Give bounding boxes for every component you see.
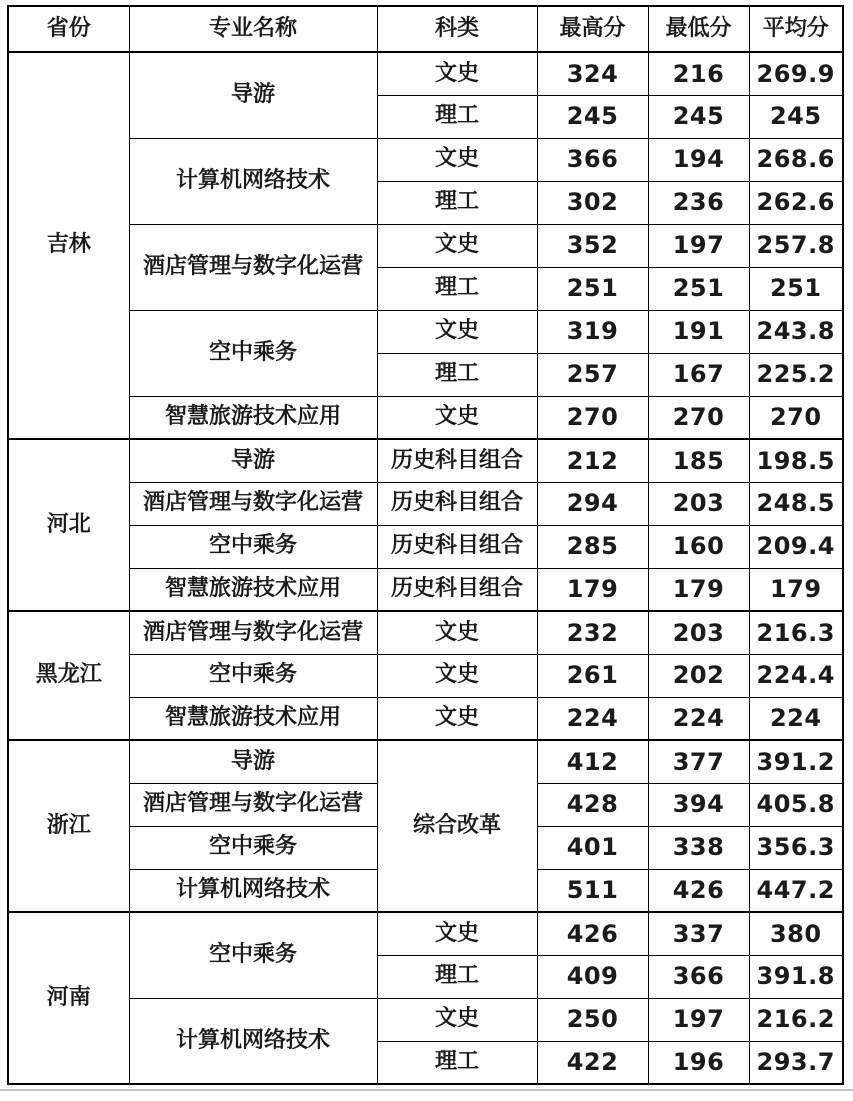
major-cell: 计算机网络技术: [129, 869, 377, 912]
major-cell: 智慧旅游技术应用: [129, 697, 377, 740]
major-cell: 空中乘务: [129, 525, 377, 568]
avg-score-cell: 198.5: [749, 439, 843, 482]
max-score-cell: 412: [537, 740, 648, 783]
avg-score-cell: 225.2: [749, 353, 843, 396]
max-score-cell: 324: [537, 52, 648, 95]
min-score-cell: 194: [648, 138, 749, 181]
max-score-cell: 428: [537, 783, 648, 826]
max-score-cell: 257: [537, 353, 648, 396]
min-score-cell: 216: [648, 52, 749, 95]
province-cell: 河北: [8, 439, 129, 611]
category-cell: 综合改革: [377, 740, 537, 912]
province-cell: 黑龙江: [8, 611, 129, 740]
min-score-cell: 337: [648, 912, 749, 955]
avg-score-cell: 248.5: [749, 482, 843, 525]
avg-score-cell: 405.8: [749, 783, 843, 826]
avg-score-cell: 391.2: [749, 740, 843, 783]
max-score-cell: 179: [537, 568, 648, 611]
avg-score-cell: 179: [749, 568, 843, 611]
category-cell: 文史: [377, 998, 537, 1041]
major-cell: 智慧旅游技术应用: [129, 396, 377, 439]
max-score-cell: 426: [537, 912, 648, 955]
category-cell: 理工: [377, 353, 537, 396]
max-score-cell: 251: [537, 267, 648, 310]
min-score-cell: 224: [648, 697, 749, 740]
min-score-cell: 185: [648, 439, 749, 482]
avg-score-cell: 224: [749, 697, 843, 740]
table-row: [8, 998, 843, 1041]
category-cell: 文史: [377, 310, 537, 353]
page-bottom-rule: [0, 1089, 853, 1091]
header-cell-max: 最高分: [537, 6, 648, 52]
min-score-cell: 197: [648, 998, 749, 1041]
min-score-cell: 366: [648, 955, 749, 998]
avg-score-cell: 380: [749, 912, 843, 955]
province-cell: 浙江: [8, 740, 129, 912]
min-score-cell: 270: [648, 396, 749, 439]
max-score-cell: 270: [537, 396, 648, 439]
min-score-cell: 202: [648, 654, 749, 697]
min-score-cell: 245: [648, 95, 749, 138]
max-score-cell: 302: [537, 181, 648, 224]
max-score-cell: 261: [537, 654, 648, 697]
max-score-cell: 319: [537, 310, 648, 353]
min-score-cell: 160: [648, 525, 749, 568]
avg-score-cell: 293.7: [749, 1041, 843, 1084]
major-cell: 酒店管理与数字化运营: [129, 611, 377, 654]
header-cell-category: 科类: [377, 6, 537, 52]
province-cell: 吉林: [8, 52, 129, 439]
major-cell: 导游: [129, 439, 377, 482]
table-row: [8, 482, 843, 525]
min-score-cell: 196: [648, 1041, 749, 1084]
major-cell: 空中乘务: [129, 826, 377, 869]
header-cell-province: 省份: [8, 6, 129, 52]
avg-score-cell: 243.8: [749, 310, 843, 353]
max-score-cell: 245: [537, 95, 648, 138]
min-score-cell: 236: [648, 181, 749, 224]
category-cell: 文史: [377, 912, 537, 955]
header-cell-major: 专业名称: [129, 6, 377, 52]
max-score-cell: 285: [537, 525, 648, 568]
major-cell: 智慧旅游技术应用: [129, 568, 377, 611]
category-cell: 文史: [377, 224, 537, 267]
table-row: [8, 654, 843, 697]
min-score-cell: 167: [648, 353, 749, 396]
min-score-cell: 251: [648, 267, 749, 310]
avg-score-cell: 268.6: [749, 138, 843, 181]
avg-score-cell: 224.4: [749, 654, 843, 697]
min-score-cell: 197: [648, 224, 749, 267]
table-row: [8, 525, 843, 568]
max-score-cell: 422: [537, 1041, 648, 1084]
category-cell: 理工: [377, 955, 537, 998]
min-score-cell: 191: [648, 310, 749, 353]
table-row: [8, 740, 843, 783]
province-cell: 河南: [8, 912, 129, 1084]
major-cell: 空中乘务: [129, 912, 377, 998]
min-score-cell: 203: [648, 611, 749, 654]
min-score-cell: 426: [648, 869, 749, 912]
min-score-cell: 394: [648, 783, 749, 826]
category-cell: 文史: [377, 396, 537, 439]
major-cell: 空中乘务: [129, 310, 377, 396]
table-row: [8, 611, 843, 654]
max-score-cell: 352: [537, 224, 648, 267]
max-score-cell: 224: [537, 697, 648, 740]
min-score-cell: 203: [648, 482, 749, 525]
category-cell: 文史: [377, 52, 537, 95]
avg-score-cell: 245: [749, 95, 843, 138]
category-cell: 文史: [377, 654, 537, 697]
category-cell: 文史: [377, 611, 537, 654]
category-cell: 理工: [377, 95, 537, 138]
major-cell: 酒店管理与数字化运营: [129, 783, 377, 826]
avg-score-cell: 251: [749, 267, 843, 310]
table-row: [8, 697, 843, 740]
category-cell: 理工: [377, 181, 537, 224]
max-score-cell: 232: [537, 611, 648, 654]
category-cell: 历史科目组合: [377, 568, 537, 611]
max-score-cell: 409: [537, 955, 648, 998]
category-cell: 理工: [377, 267, 537, 310]
avg-score-cell: 447.2: [749, 869, 843, 912]
max-score-cell: 366: [537, 138, 648, 181]
avg-score-cell: 356.3: [749, 826, 843, 869]
category-cell: 历史科目组合: [377, 439, 537, 482]
table-row: [8, 52, 843, 95]
major-cell: 导游: [129, 740, 377, 783]
avg-score-cell: 270: [749, 396, 843, 439]
max-score-cell: 511: [537, 869, 648, 912]
max-score-cell: 250: [537, 998, 648, 1041]
table-row: [8, 310, 843, 353]
major-cell: 空中乘务: [129, 654, 377, 697]
category-cell: 历史科目组合: [377, 525, 537, 568]
header-cell-min: 最低分: [648, 6, 749, 52]
max-score-cell: 294: [537, 482, 648, 525]
min-score-cell: 377: [648, 740, 749, 783]
avg-score-cell: 209.4: [749, 525, 843, 568]
avg-score-cell: 257.8: [749, 224, 843, 267]
table-row: [8, 224, 843, 267]
table-row: [8, 912, 843, 955]
max-score-cell: 401: [537, 826, 648, 869]
admission-scores-table: [7, 5, 844, 1085]
avg-score-cell: 216.2: [749, 998, 843, 1041]
major-cell: 酒店管理与数字化运营: [129, 482, 377, 525]
major-cell: 酒店管理与数字化运营: [129, 224, 377, 310]
avg-score-cell: 216.3: [749, 611, 843, 654]
table-row: [8, 396, 843, 439]
max-score-cell: 212: [537, 439, 648, 482]
table-row: [8, 138, 843, 181]
major-cell: 计算机网络技术: [129, 138, 377, 224]
category-cell: 文史: [377, 697, 537, 740]
major-cell: 导游: [129, 52, 377, 138]
header-cell-avg: 平均分: [749, 6, 843, 52]
table-row: [8, 439, 843, 482]
avg-score-cell: 269.9: [749, 52, 843, 95]
min-score-cell: 338: [648, 826, 749, 869]
category-cell: 历史科目组合: [377, 482, 537, 525]
table-row: [8, 568, 843, 611]
avg-score-cell: 391.8: [749, 955, 843, 998]
avg-score-cell: 262.6: [749, 181, 843, 224]
category-cell: 文史: [377, 138, 537, 181]
table-header-row: [8, 6, 843, 52]
min-score-cell: 179: [648, 568, 749, 611]
major-cell: 计算机网络技术: [129, 998, 377, 1084]
category-cell: 理工: [377, 1041, 537, 1084]
